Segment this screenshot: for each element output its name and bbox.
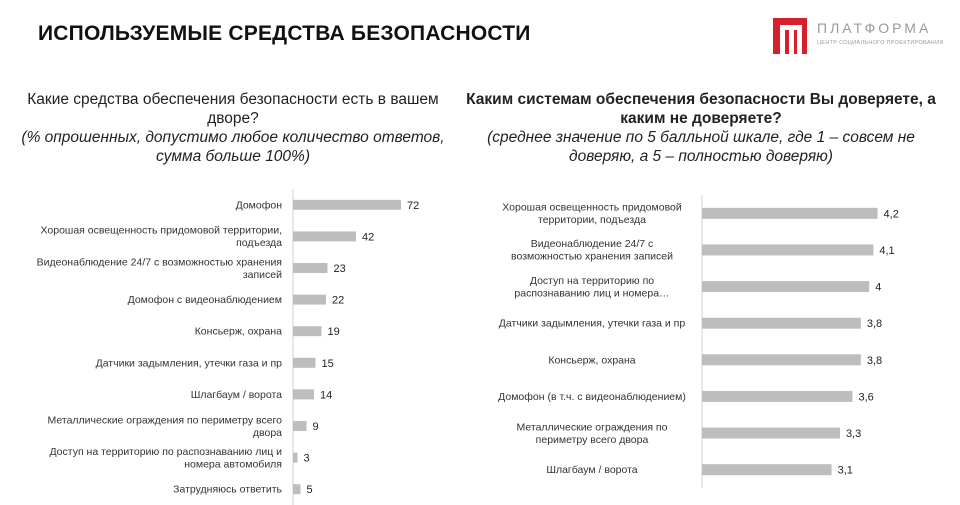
bar-value-label: 3 <box>303 452 310 465</box>
category-label <box>511 238 673 263</box>
category-label <box>517 421 668 446</box>
category-label-line: Доступ на территорию по <box>529 274 655 287</box>
logo-subtitle: ЦЕНТР СОЦИАЛЬНОГО ПРОЕКТИРОВАНИЯ <box>817 40 944 46</box>
category-label-line: двора <box>252 426 282 439</box>
category-label-line: Домофон (в т.ч. с видеонаблюдением) <box>498 390 686 403</box>
bar-value-label: 3,8 <box>866 354 883 367</box>
category-label <box>499 318 686 330</box>
category-label-line: периметру всего двора <box>535 433 649 446</box>
bar-value-label: 3,8 <box>866 318 883 331</box>
category-label-line: Шлагбаум / ворота <box>546 464 638 477</box>
bar-value-label: 23 <box>333 263 346 275</box>
category-label-line: Шлагбаум / ворота <box>190 388 282 401</box>
bar-value-label: 9 <box>312 421 319 433</box>
bar <box>702 281 869 292</box>
category-label-line: Датчики задымления, утечки газа и пр <box>498 317 686 330</box>
bar-value-label: 5 <box>306 484 313 497</box>
category-label-line: возможностью хранения записей <box>511 250 673 263</box>
bar-value-label: 42 <box>362 231 375 244</box>
category-label <box>502 202 682 227</box>
page-title: ИСПОЛЬЗУЕМЫЕ СРЕДСТВА БЕЗОПАСНОСТИ <box>38 22 531 45</box>
bar-value-label: 72 <box>407 199 420 212</box>
category-label-line: Металлические ограждения по периметру всего <box>47 414 282 427</box>
bar-value-label: 4,1 <box>879 244 895 257</box>
category-label-line: Консьерж, охрана <box>548 354 636 367</box>
category-label-line: подъезда <box>236 237 282 250</box>
category-label-line: Металлические ограждения по <box>516 421 668 434</box>
category-label-line: территории, подъезда <box>538 214 646 227</box>
bar-value-label: 19 <box>327 326 340 339</box>
bar-value-label: 3,1 <box>837 464 853 477</box>
bar-value-label: 3,6 <box>858 391 874 404</box>
logo-name: ПЛАТФОРМА <box>817 20 932 36</box>
right-chart-question: Каким системам обеспечения безопасности Вы доверяете, а каким не доверяете? <box>466 91 936 127</box>
category-label <box>548 354 635 366</box>
bar-value-label: 15 <box>321 357 334 370</box>
bar <box>702 244 873 255</box>
category-label-line: Видеонаблюдение 24/7 с <box>530 238 654 251</box>
bar-value-label: 3,3 <box>845 428 862 441</box>
bar <box>702 464 832 475</box>
category-label-line: Консьерж, охрана <box>194 325 282 338</box>
bar-value-label: 22 <box>332 294 345 307</box>
bar <box>702 208 878 219</box>
bar-value-label: 14 <box>320 389 333 402</box>
left-chart-question: Какие средства обеспечения безопасности есть в вашем дворе? <box>27 91 439 127</box>
category-label-line: Домофон с видеонаблюдением <box>127 294 282 307</box>
category-label-line: записей <box>242 268 282 281</box>
category-label-line: распознаванию лиц и номера… <box>514 287 670 300</box>
category-label-line: Хорошая освещенность придомовой <box>502 201 682 214</box>
bar <box>702 391 852 402</box>
category-label <box>498 391 686 403</box>
right-chart-note: (среднее значение по 5 балльной шкале, где 1 – совсем не доверяю, а 5 – полностью доверяю) <box>487 129 915 165</box>
category-label-line: Доступ на территорию по распознаванию лиц и <box>49 445 282 458</box>
left-chart-note: (% опрошенных, допустимо любое количество ответов, сумма больше 100%) <box>21 129 445 165</box>
bar <box>702 354 861 365</box>
category-label-line: Домофон <box>235 199 282 212</box>
category-label-line: Затрудняюсь ответить <box>173 483 282 496</box>
category-label-line: номера автомобиля <box>184 458 282 471</box>
bar <box>702 428 840 439</box>
bar <box>702 318 861 329</box>
category-label-line: Видеонаблюдение 24/7 с возможностью хранения <box>36 256 282 269</box>
category-label <box>546 464 637 476</box>
category-label <box>514 275 669 300</box>
category-label-line: Хорошая освещенность придомовой территории, <box>40 224 282 237</box>
bar-value-label: 4 <box>875 281 882 294</box>
category-label-line: Датчики задымления, утечки газа и пр <box>95 357 282 370</box>
bar-value-label: 4,2 <box>883 208 899 221</box>
